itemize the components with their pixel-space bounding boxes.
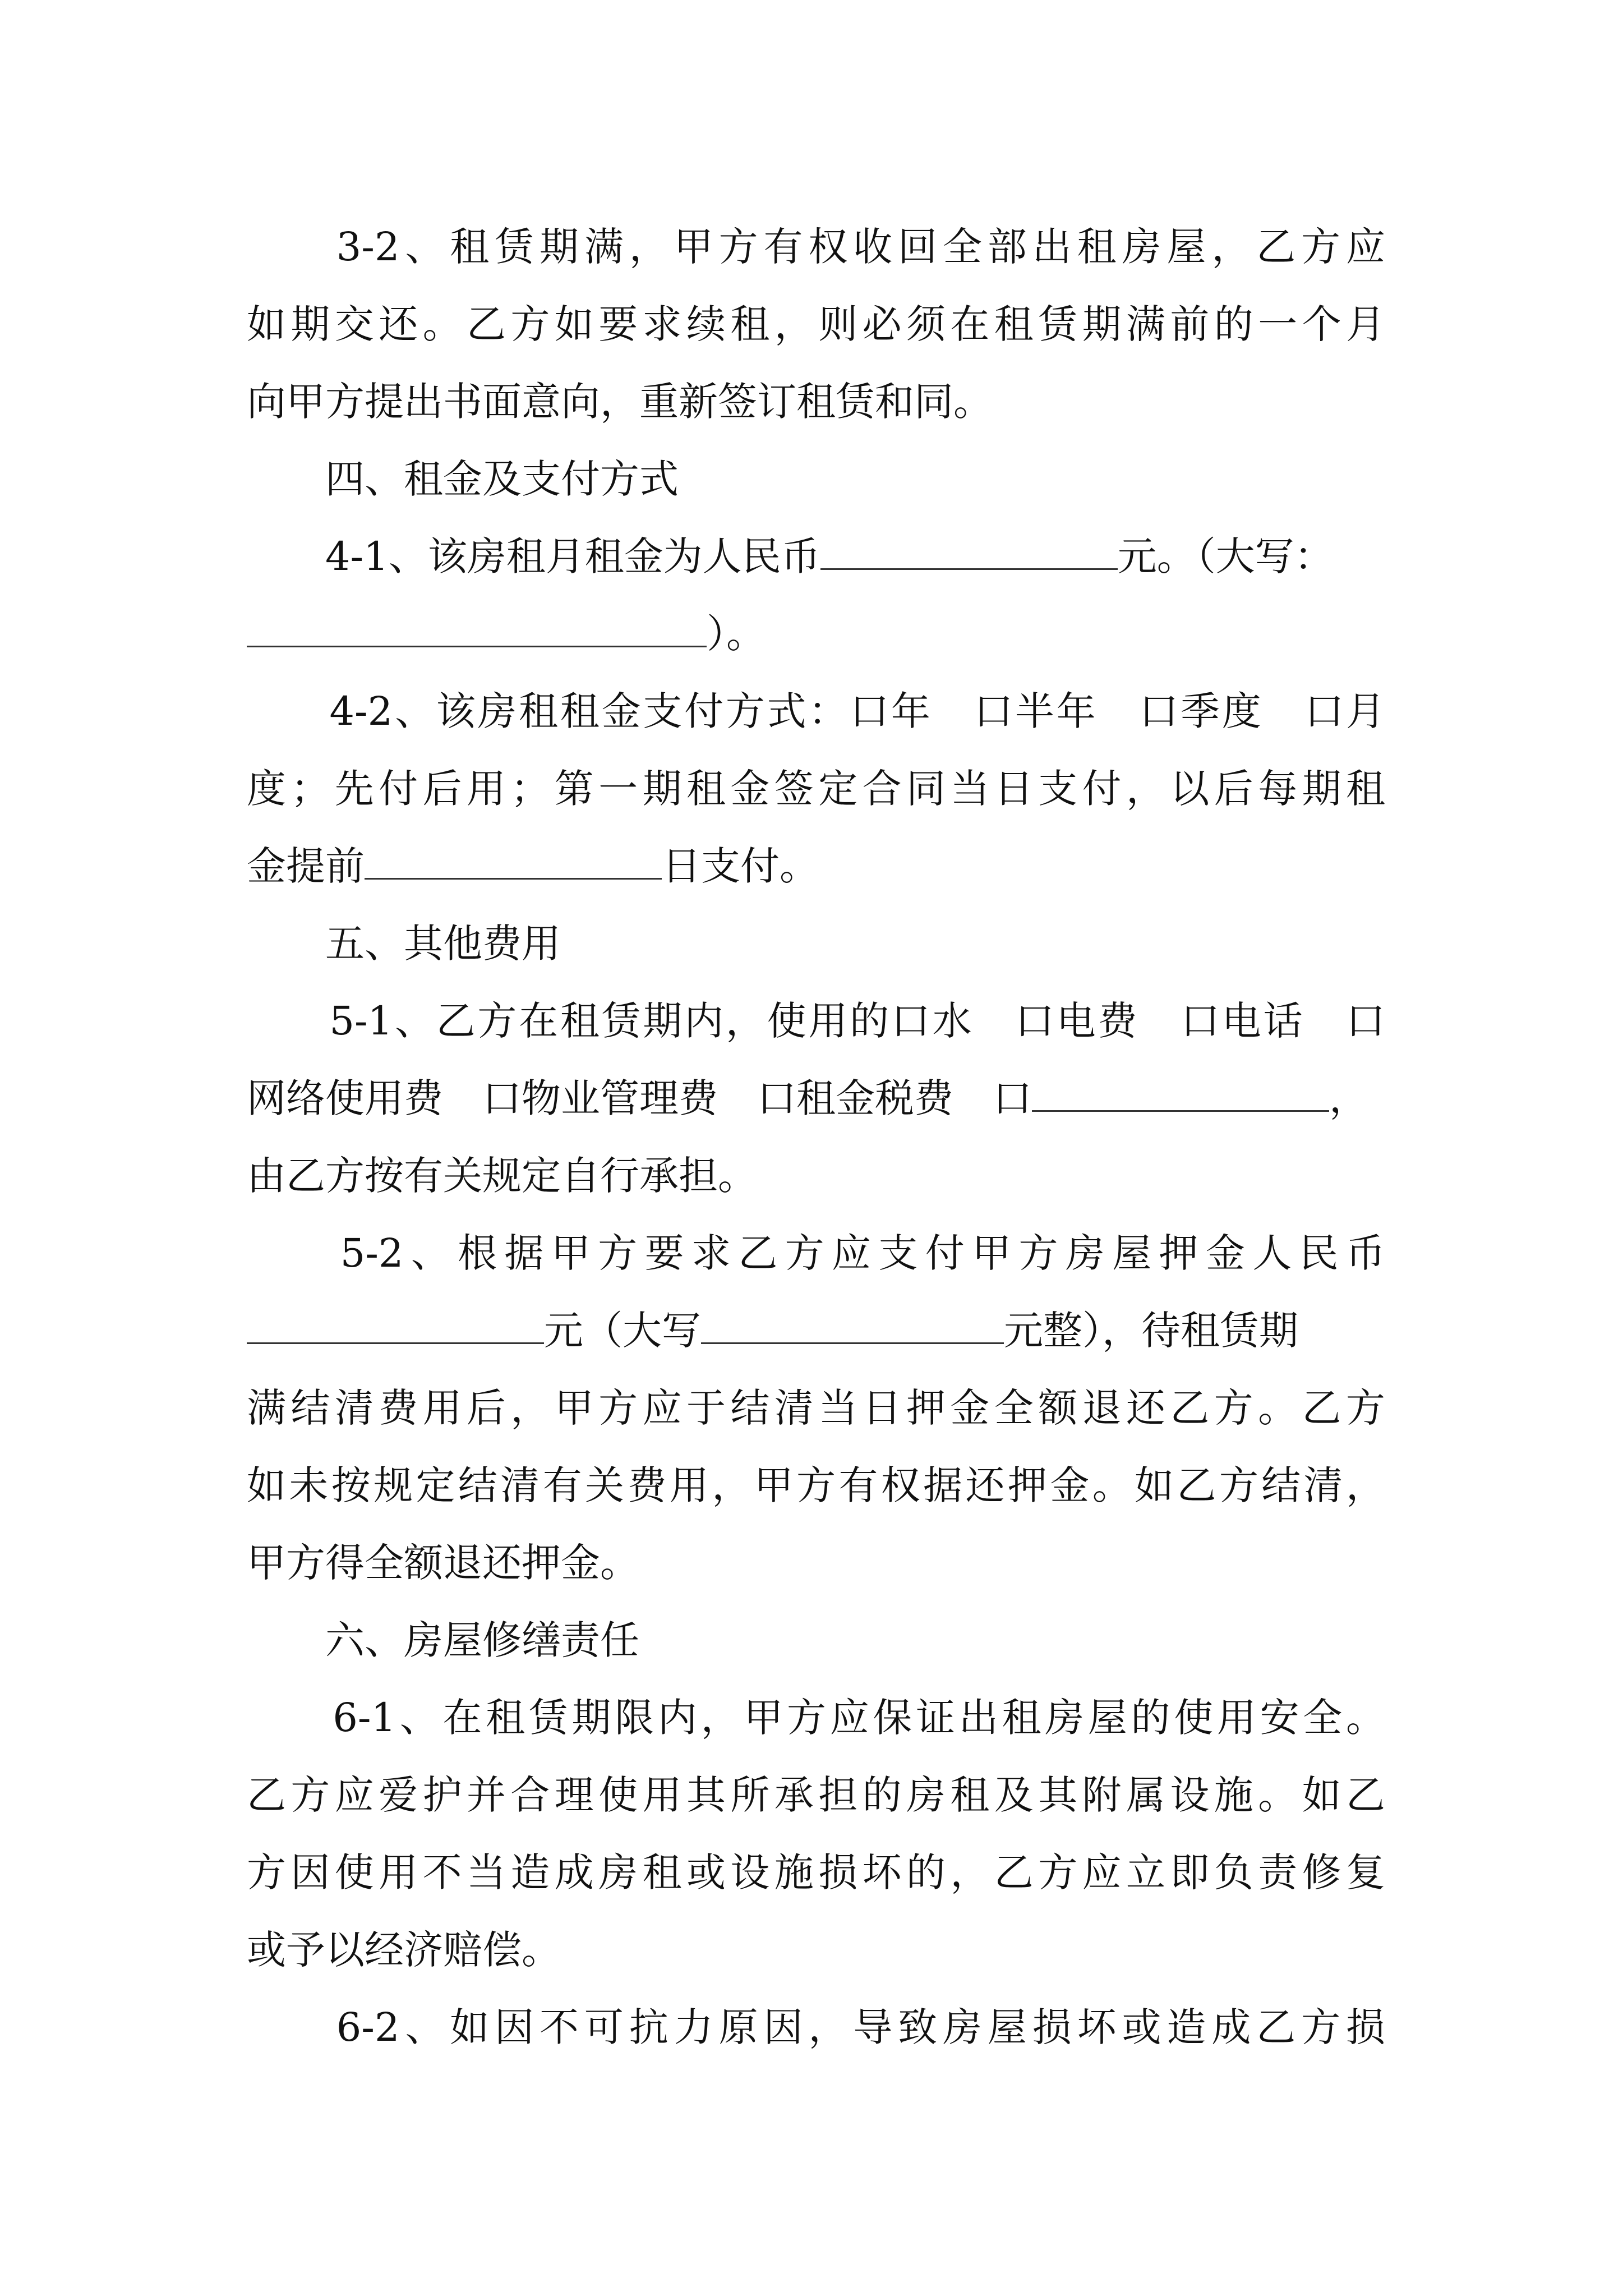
text-line [247, 517, 1385, 596]
section-heading: 五、其他费用 [247, 921, 561, 967]
text-line [247, 1291, 1385, 1370]
fill-in-blank [820, 533, 1118, 570]
section-heading: 六、房屋修缮责任 [247, 1617, 639, 1663]
text-line: 5-1、乙方在租赁期内，使用的口水 口电费 口电话 口 [247, 998, 1385, 1044]
text-line: 4-2、该房租租金支付方式：口年 口半年 口季度 口月 [247, 688, 1385, 734]
text-line: 乙方应爱护并合理使用其所承担的房租及其附属设施。如乙 [247, 1772, 1385, 1818]
text-segment: 元。（大写： [1117, 533, 1334, 579]
fill-in-blank [247, 610, 707, 647]
text-segment: 日支付。 [662, 843, 819, 889]
text-line: 由乙方按有关规定自行承担。 [247, 1153, 757, 1199]
text-segment: 元（大写 [544, 1308, 701, 1354]
text-line [247, 827, 1385, 905]
fill-in-blank [701, 1307, 1004, 1344]
text-segment: ）。 [707, 611, 766, 657]
text-line: 如未按规定结清有关费用，甲方有权据还押金。如乙方结清， [247, 1462, 1385, 1508]
text-line: 向甲方提出书面意向，重新签订租赁和同。 [247, 379, 993, 425]
text-line: 5-2、根据甲方要求乙方应支付甲方房屋押金人民币 [247, 1230, 1385, 1276]
text-line: 满结清费用后，甲方应于结清当日押金全额退还乙方。乙方 [247, 1385, 1385, 1431]
text-segment: 金提前 [247, 843, 365, 889]
fill-in-blank [1032, 1075, 1329, 1112]
text-line: 6-1、在租赁期限内，甲方应保证出租房屋的使用安全。 [247, 1695, 1385, 1741]
text-segment: 网络使用费 口物业管理费 口租金税费 口 [247, 1075, 1032, 1121]
fill-in-blank [247, 1307, 544, 1344]
text-line: 如期交还。乙方如要求续租，则必须在租赁期满前的一个月 [247, 301, 1385, 347]
text-line: 度；先付后用；第一期租金签定合同当日支付，以后每期租 [247, 766, 1385, 812]
text-segment: ， [1329, 1075, 1368, 1121]
text-line: 甲方得全额退还押金。 [247, 1540, 639, 1586]
text-line: 方因使用不当造成房租或设施损坏的，乙方应立即负责修复 [247, 1849, 1385, 1895]
text-line: 或予以经济赔偿。 [247, 1927, 561, 1973]
text-line [247, 595, 1385, 673]
section-heading: 四、租金及支付方式 [247, 456, 679, 502]
text-line [247, 1059, 1385, 1138]
text-segment: 元整），待租赁期 [1004, 1308, 1298, 1354]
text-line: 3-2、租赁期满，甲方有权收回全部出租房屋，乙方应 [247, 224, 1385, 270]
text-line: 6-2、如因不可抗力原因，导致房屋损坏或造成乙方损 [247, 2004, 1385, 2050]
fill-in-blank [365, 843, 662, 880]
text-segment: 4-1、该房租月租金为人民币 [247, 533, 820, 579]
